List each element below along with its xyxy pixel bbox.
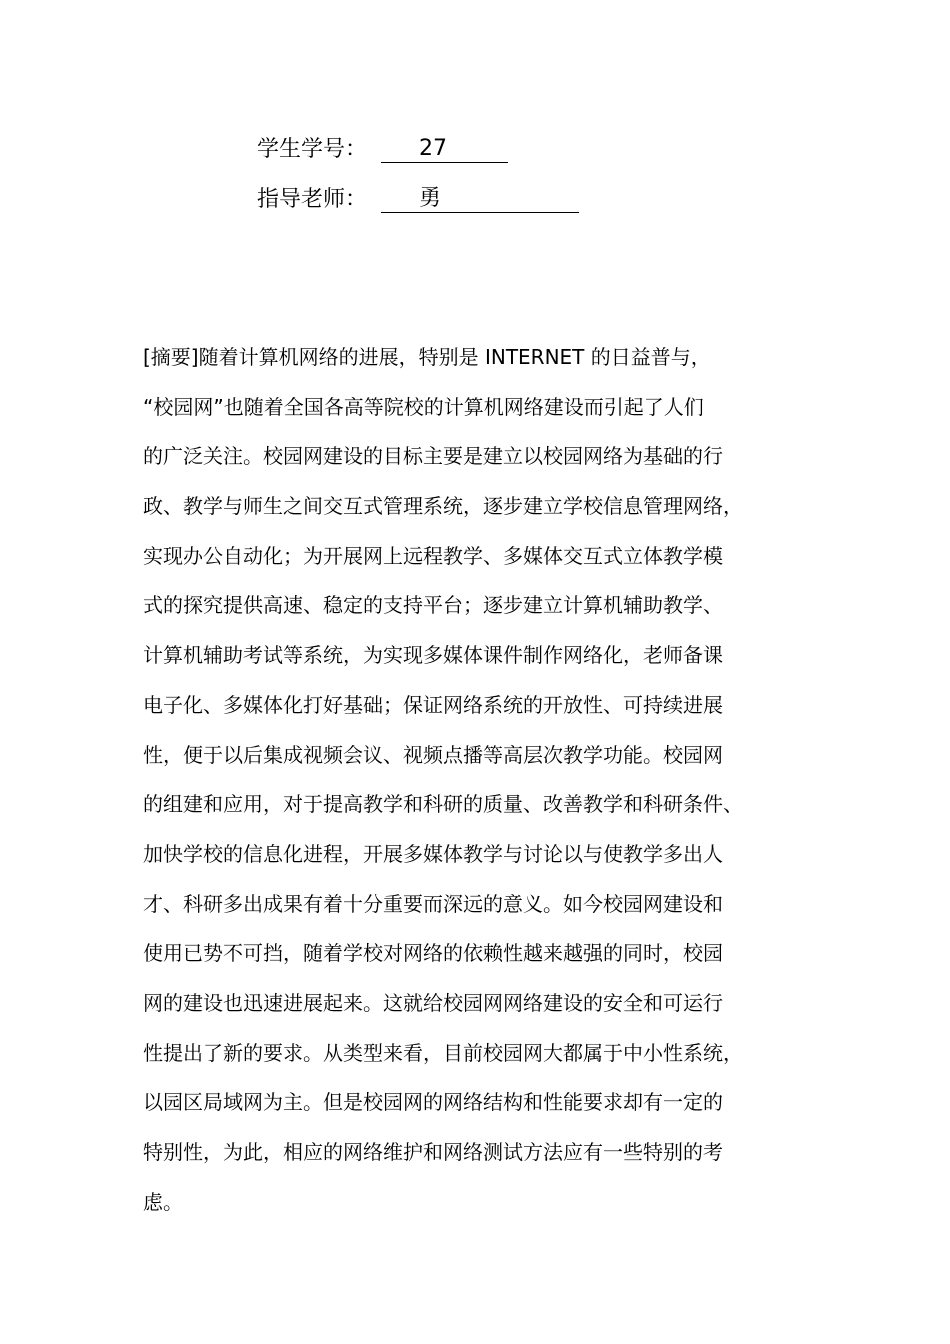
abstract-line: 电子化、多媒体化打好基础；保证网络系统的开放性、可持续进展	[143, 692, 723, 717]
abstract-line: 加快学校的信息化进程，开展多媒体教学与讨论以与使教学多出人	[143, 841, 723, 866]
abstract-line: 性，便于以后集成视频会议、视频点播等高层次教学功能。校园网	[143, 742, 723, 767]
abstract-line: 计算机辅助考试等系统，为实现多媒体课件制作网络化，老师备课	[143, 643, 723, 668]
abstract-line: 实现办公自动化；为开展网上远程教学、多媒体交互式立体教学模	[143, 543, 723, 568]
abstract-line: 的组建和应用，对于提高教学和科研的质量、改善教学和科研条件、	[143, 792, 743, 817]
abstract-line: 式的探究提供高速、稳定的支持平台；逐步建立计算机辅助教学、	[143, 593, 723, 618]
abstract-line: 性提出了新的要求。从类型来看，目前校园网大都属于中小性系统，	[143, 1040, 743, 1065]
abstract-line: [摘要]随着计算机网络的进展，特别是 INTERNET 的日益普与，	[143, 345, 711, 369]
abstract-line: 以园区局域网为主。但是校园网的网络结构和性能要求却有一定的	[143, 1090, 723, 1115]
student-id-label: 学生学号：	[257, 137, 368, 162]
abstract-line: 的广泛关注。校园网建设的目标主要是建立以校园网络为基础的行	[143, 444, 723, 469]
abstract-paragraph	[143, 333, 823, 1227]
abstract-line: 网的建设也迅速进展起来。这就给校园网网络建设的安全和可运行	[143, 990, 723, 1015]
student-id-row	[257, 135, 508, 165]
abstract-line: 才、科研多出成果有着十分重要而深远的意义。如今校园网建设和	[143, 891, 723, 916]
abstract-line: 政、教学与师生之间交互式管理系统，逐步建立学校信息管理网络，	[143, 494, 743, 519]
abstract-line: 特别性，为此，相应的网络维护和网络测试方法应有一些特别的考	[143, 1140, 723, 1164]
abstract-line: 虑。	[143, 1189, 183, 1214]
abstract-line: “校园网”也随着全国各高等院校的计算机网络建设而引起了人们	[143, 394, 704, 419]
student-id-value: 27	[381, 135, 508, 163]
advisor-label: 指导老师：	[257, 187, 368, 212]
advisor-value: 勇	[381, 185, 579, 213]
advisor-row	[257, 185, 579, 215]
abstract-line: 使用已势不可挡，随着学校对网络的依赖性越来越强的同时，校园	[143, 941, 723, 966]
